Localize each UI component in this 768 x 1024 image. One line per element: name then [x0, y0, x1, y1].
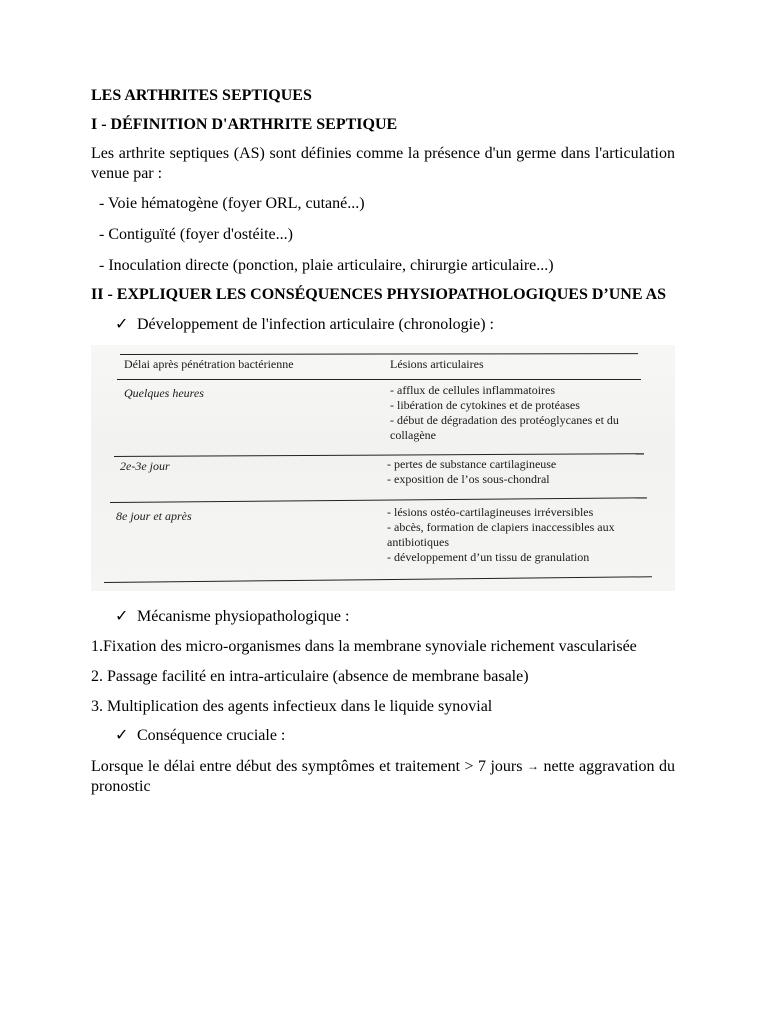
- document-page: [91, 86, 675, 807]
- right-arrow-icon: →: [526, 759, 539, 773]
- route-item: - Voie hématogène (foyer ORL, cutané...): [99, 195, 365, 212]
- table-row-delay: 2e-3e jour: [120, 459, 170, 473]
- mechanism-step: 1.Fixation des micro-organismes dans la membrane synoviale richement vascularisée: [91, 638, 637, 655]
- lesion-item: - début de dégradation des protéoglycanes et du collagène: [390, 413, 619, 442]
- checklist-item-consequence: [115, 726, 675, 746]
- mechanism-step: 2. Passage facilité en intra-articulaire (absence de membrane basale): [91, 668, 529, 685]
- table-header-lesions: Lésions articulaires: [390, 357, 484, 371]
- table-rule: [120, 353, 638, 355]
- lesion-item: - exposition de l’os sous-chondral: [387, 472, 550, 486]
- table-rule: [110, 497, 647, 503]
- lesion-item: - pertes de substance cartilagineuse: [387, 457, 557, 471]
- table-row-delay: 8e jour et après: [116, 509, 192, 523]
- checklist-item-mechanism: [115, 607, 675, 627]
- consequence-paragraph: [91, 756, 675, 797]
- checkmark-icon: ✓: [115, 727, 129, 744]
- checkmark-icon: ✓: [115, 316, 129, 333]
- document-title: LES ARTHRITES SEPTIQUES: [91, 87, 312, 104]
- table-row-lesions: [390, 383, 650, 443]
- checklist-item-development: [115, 315, 675, 335]
- lesion-item: - afflux de cellules inflammatoires: [390, 383, 556, 397]
- lesion-item: - abcès, formation de clapiers inaccessibles aux antibiotiques: [387, 520, 615, 549]
- route-item: - Contiguïté (foyer d'ostéite...): [99, 226, 293, 243]
- table-row-lesions: [387, 457, 647, 487]
- table-rule: [117, 379, 641, 380]
- table-header-delay: Délai après pénétration bactérienne: [124, 357, 294, 371]
- table-row-delay: Quelques heures: [124, 386, 204, 400]
- section-1-heading: I - DÉFINITION D'ARTHRITE SEPTIQUE: [91, 116, 398, 133]
- section-1-intro: Les arthrite septiques (AS) sont définies comme la présence d'un germe dans l'articulation venue par :: [91, 145, 675, 182]
- checklist-item-label: Conséquence cruciale :: [137, 727, 286, 744]
- lesion-item: - développement d’un tissu de granulation: [387, 550, 590, 564]
- lesion-item: - libération de cytokines et de protéases: [390, 398, 580, 412]
- checkmark-icon: ✓: [115, 608, 129, 625]
- checklist-item-label: Mécanisme physiopathologique :: [137, 608, 350, 625]
- chronology-table-image: [91, 345, 675, 591]
- consequence-text: nette aggravation du pronostic: [91, 758, 676, 795]
- section-2-heading: II - EXPLIQUER LES CONSÉQUENCES PHYSIOPATHOLOGIQUES D’UNE AS: [91, 286, 667, 303]
- checklist-item-label: Développement de l'infection articulaire (chronologie) :: [137, 316, 494, 333]
- consequence-text: Lorsque le délai entre début des symptômes et traitement > 7 jours: [91, 758, 523, 775]
- lesion-item: - lésions ostéo-cartilagineuses irréversibles: [387, 505, 594, 519]
- table-rule: [104, 576, 652, 583]
- route-item: - Inoculation directe (ponction, plaie articulaire, chirurgie articulaire...): [99, 257, 554, 274]
- mechanism-step: 3. Multiplication des agents infectieux dans le liquide synovial: [91, 698, 493, 715]
- table-row-lesions: [387, 505, 649, 565]
